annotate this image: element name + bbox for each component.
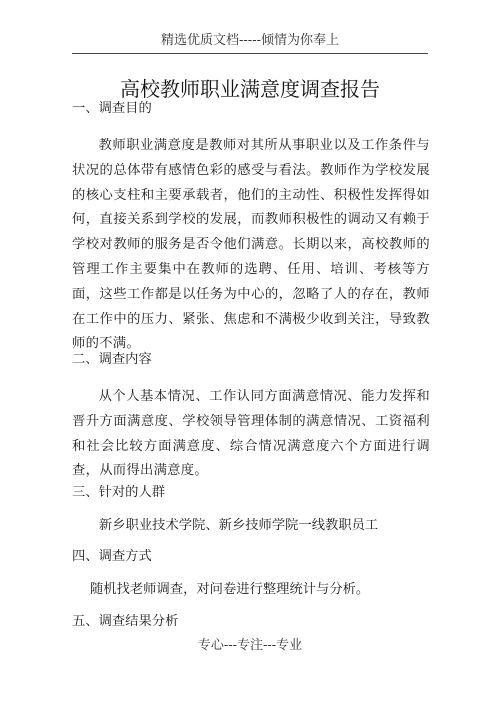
section-heading-target-group: 三、针对的人群: [72, 485, 166, 500]
running-footer: 专心---专注---专业: [197, 638, 303, 653]
section-paragraph-target-group: 新乡职业技术学院、新乡技师学院一线教职员工: [99, 518, 379, 533]
section-heading-content: 二、调查内容: [72, 352, 152, 367]
running-header: 精选优质文档-----倾情为你奉上: [161, 33, 339, 48]
section-heading-results: 五、调查结果分析: [72, 614, 179, 629]
document-title: 高校教师职业满意度调查报告: [120, 77, 380, 102]
header-divider: [72, 53, 428, 54]
section-heading-purpose: 一、调查目的: [72, 101, 152, 116]
section-heading-method: 四、调查方式: [72, 549, 152, 564]
section-paragraph-purpose: 教师职业满意度是教师对其所从事职业以及工作条件与状况的总体带有感情色彩的感受与看法。教师作为学校发展的核心支柱和主要承载者，他们的主动性、积极性发挥得如何，直接关系到学校的发展，而教师积极性的调动又有赖于学校对教师的服务是否令他们满意。长期以来，高校教师的管理工作主要集中在教师的选聘、任用、培训、考核等方面，这些工作都是以任务为中心的，忽略了人的存在，教师在工作中的压力、紧张、焦虑和不满极少收到关注，导致教师的不满。: [72, 138, 430, 352]
section-paragraph-content: 从个人基本情况、工作认同方面满意情况、能力发挥和晋升方面满意度、学校领导管理体制的满意情况、工资福利和社会比较方面满意度、综合情况满意度六个方面进行调查，从而得出满意度。: [72, 389, 430, 479]
section-paragraph-method: 随机找老师调查，对问卷进行整理统计与分析。: [90, 582, 370, 597]
